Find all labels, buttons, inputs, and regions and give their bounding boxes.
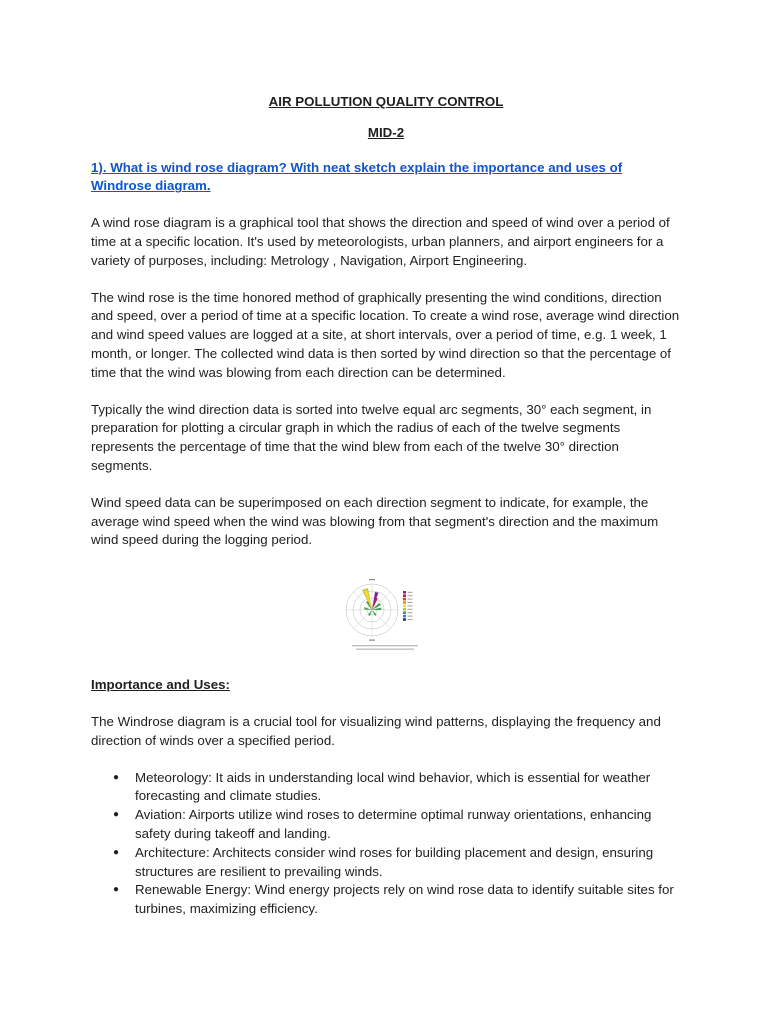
legend-label-mark [408, 612, 413, 613]
wind-rose-figure [91, 576, 681, 654]
question-link[interactable]: 1). What is wind rose diagram? With neat sketch explain the importance and uses of Windrose diagram. [91, 159, 623, 194]
paragraph-segments: Typically the wind direction data is sorted into twelve equal arc segments, 30° each segment, in preparation for plotting a circular graph in which the radius of each of the twelve segments represents the percentage of time that the wind blew from each of the twelve 30° direction segments. [91, 401, 652, 473]
legend-swatch [403, 595, 406, 598]
legend-swatch [403, 605, 406, 608]
legend-swatch [403, 618, 406, 621]
legend-swatch [403, 601, 406, 604]
wind-rose-legend [403, 591, 413, 621]
wind-rose-caption-marks [352, 645, 418, 650]
legend-label-mark [408, 609, 413, 610]
legend-swatch [403, 598, 406, 601]
legend-swatch [403, 591, 406, 594]
document-subtitle: MID-2 [367, 124, 405, 140]
list-item-aviation: ● Aviation: Airports utilize wind roses to determine optimal runway orientations, enhancing safety during takeoff and landing. [135, 806, 681, 844]
legend-label-mark [408, 602, 413, 603]
legend-label-mark [408, 592, 413, 593]
document-title: AIR POLLUTION QUALITY CONTROL [268, 94, 504, 109]
legend-label-mark [408, 619, 413, 620]
list-item-architecture: ● Architecture: Architects consider wind roses for building placement and design, ensuring structures are resilient to prevailing winds. [135, 844, 681, 882]
legend-label-mark [408, 616, 413, 617]
paragraph-method: The wind rose is the time honored method of graphically presenting the wind conditions, direction and speed, over a period of time at a specific location. To create a wind rose, average wind direction and wind speed values are logged at a site, at short intervals, over a period of time, e.g. 1 week, 1 month, or longer. The collected wind data is then sorted by wind direction so that the percentage of time that the wind was blowing from each direction can be determined. [91, 289, 680, 380]
legend-label-mark [408, 606, 413, 607]
paragraph-wind-speed: Wind speed data can be superimposed on each direction segment to indicate, for example, the average wind speed when the wind was blowing from that segment's direction and the maximum wind speed during the logging period. [91, 494, 659, 548]
importance-list [91, 769, 681, 919]
document-body [91, 93, 681, 919]
list-item-renewable-energy: ● Renewable Energy: Wind energy projects rely on wind rose data to identify suitable sites for turbines, maximizing efficiency. [135, 881, 681, 919]
paragraph-definition: A wind rose diagram is a graphical tool that shows the direction and speed of wind over a period of time at a specific location. It's used by meteorologists, urban planners, and airport engineers for a variety of purposes, including: Metrology , Navigation, Airport Engineering. [91, 215, 670, 268]
legend-label-mark [408, 595, 413, 596]
legend-label-mark [408, 599, 413, 600]
list-item-meteorology: ● Meteorology: It aids in understanding local wind behavior, which is essential for weather forecasting and climate studies. [135, 769, 681, 807]
legend-swatch [403, 612, 406, 615]
legend-swatch [403, 608, 406, 611]
legend-swatch [403, 615, 406, 618]
wind-rose-image [334, 576, 438, 654]
importance-intro: The Windrose diagram is a crucial tool for visualizing wind patterns, displaying the frequency and direction of winds over a specified period. [91, 713, 661, 748]
importance-heading: Importance and Uses: [91, 677, 230, 693]
